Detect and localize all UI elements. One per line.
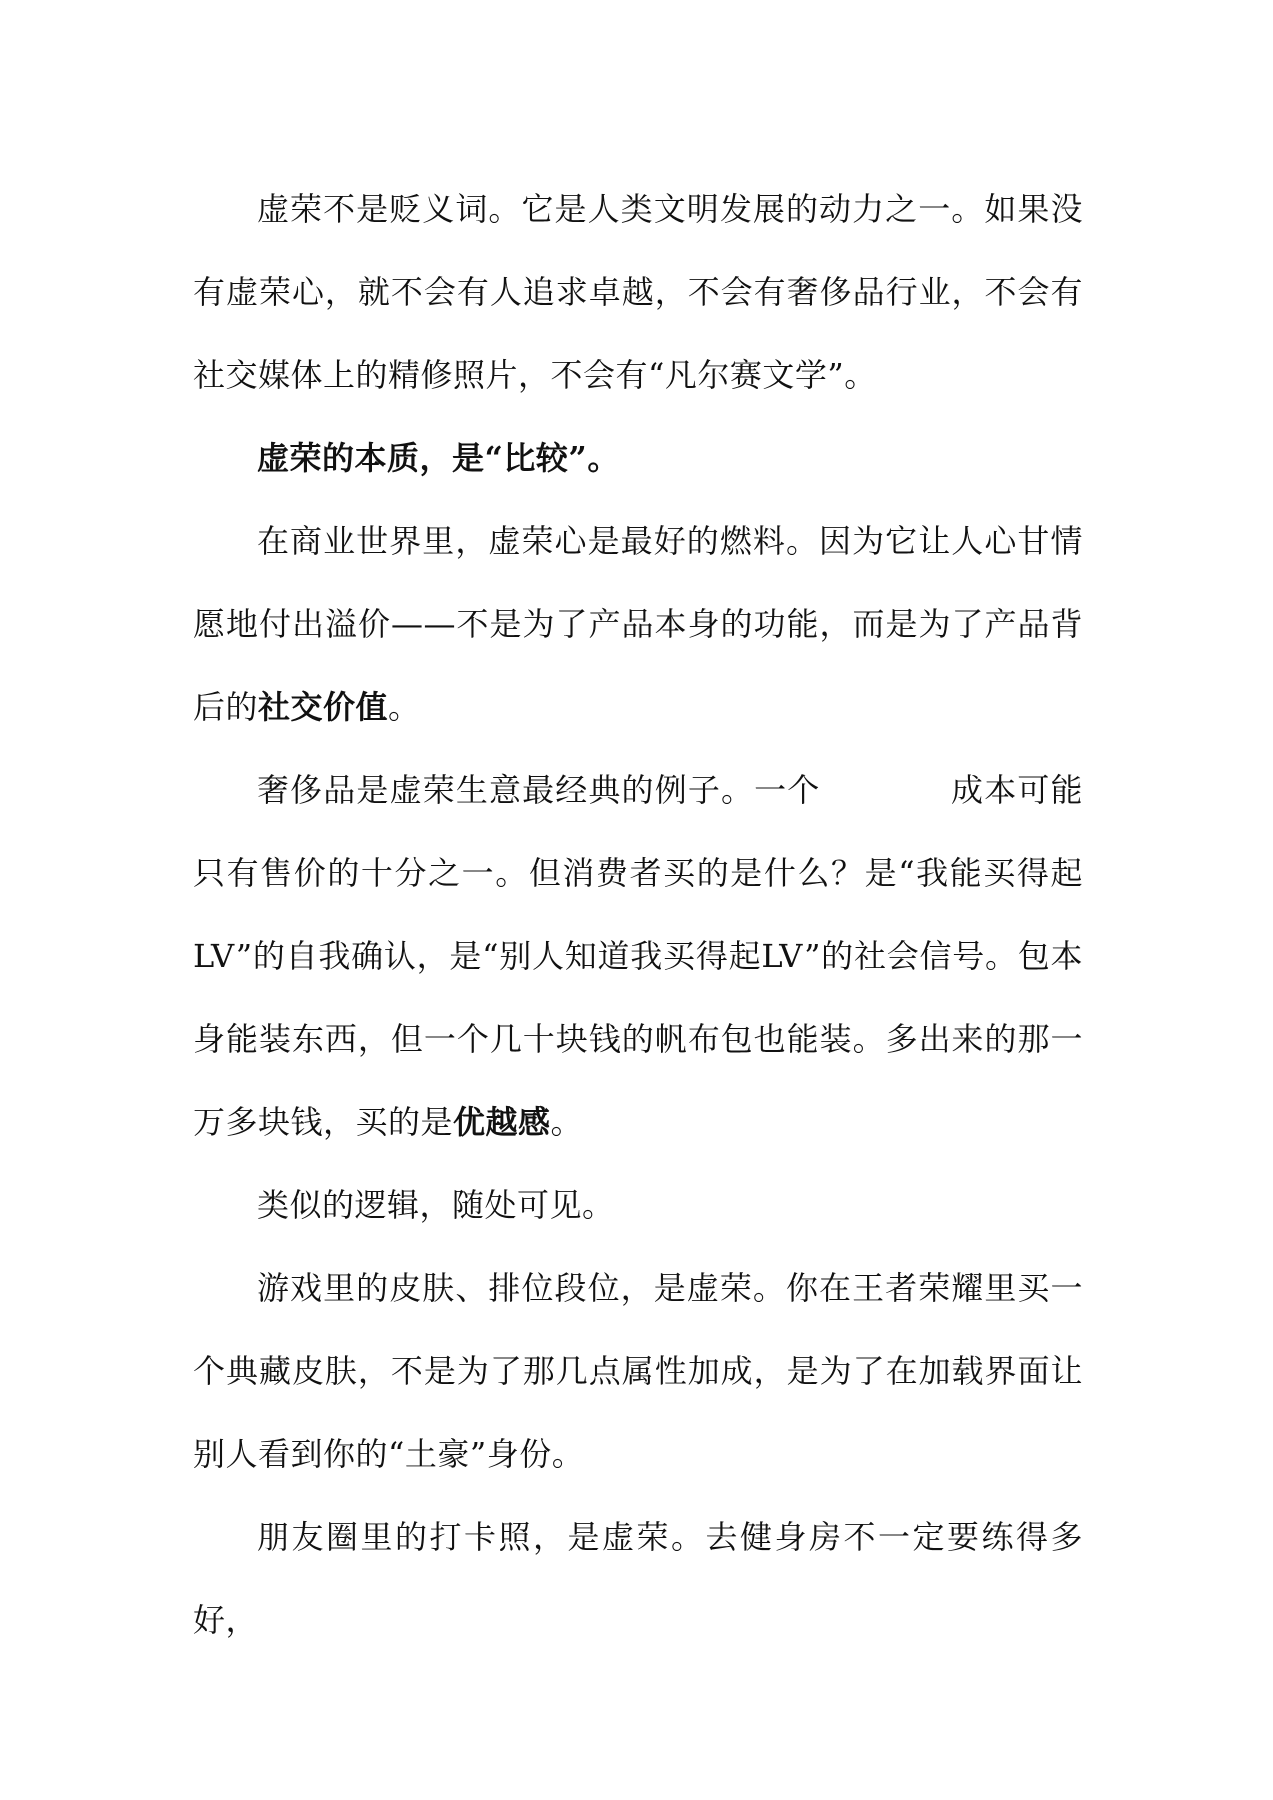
paragraph-moments-photos: 朋友圈里的打卡照，是虚荣。去健身房不一定要练得多好， <box>193 1518 1083 1639</box>
emphasis-social-value: 社交价值 <box>258 688 389 726</box>
paragraph-text: 在商业世界里，虚荣心是最好的燃料。因为它让人心甘情愿地付出溢价——不是为了产品本身的功能，而是为了产品背后的 <box>193 522 1083 726</box>
paragraph-punctuation: 。 <box>550 1103 584 1141</box>
paragraph-similar-logic: 类似的逻辑，随处可见。 <box>257 1186 615 1224</box>
paragraph-luxury-example <box>193 749 1083 1164</box>
emphasis-superiority: 优越感 <box>453 1103 551 1141</box>
paragraph-intro: 虚荣不是贬义词。它是人类文明发展的动力之一。如果没有虚荣心，就不会有人追求卓越，不会有奢侈品行业，不会有社交媒体上的精修照片，不会有“凡尔赛文学”。 <box>193 190 1083 394</box>
paragraph-essence-heading: 虚荣的本质，是“比较”。 <box>257 439 620 477</box>
paragraph-text: 奢侈品是虚荣生意最经典的例子。一个 <box>257 771 821 809</box>
paragraph-game-skins: 游戏里的皮肤、排位段位，是虚荣。你在王者荣耀里买一个典藏皮肤，不是为了那几点属性加成，是为了在加载界面让别人看到你的“土豪”身份。 <box>193 1269 1083 1473</box>
document-page <box>193 168 1083 1662</box>
paragraph-punctuation: 。 <box>388 688 421 726</box>
paragraph-text: 成本可能只有售价的十分之一。但消费者买的是什么？是“我能买得起LV”的自我确认，是“别人知道我买得起LV”的社会信号。包本身能装东西，但一个几十块钱的帆布包也能装。多出来的那一万多块钱，买的是 <box>193 771 1083 1141</box>
paragraph-business-world <box>193 500 1083 749</box>
